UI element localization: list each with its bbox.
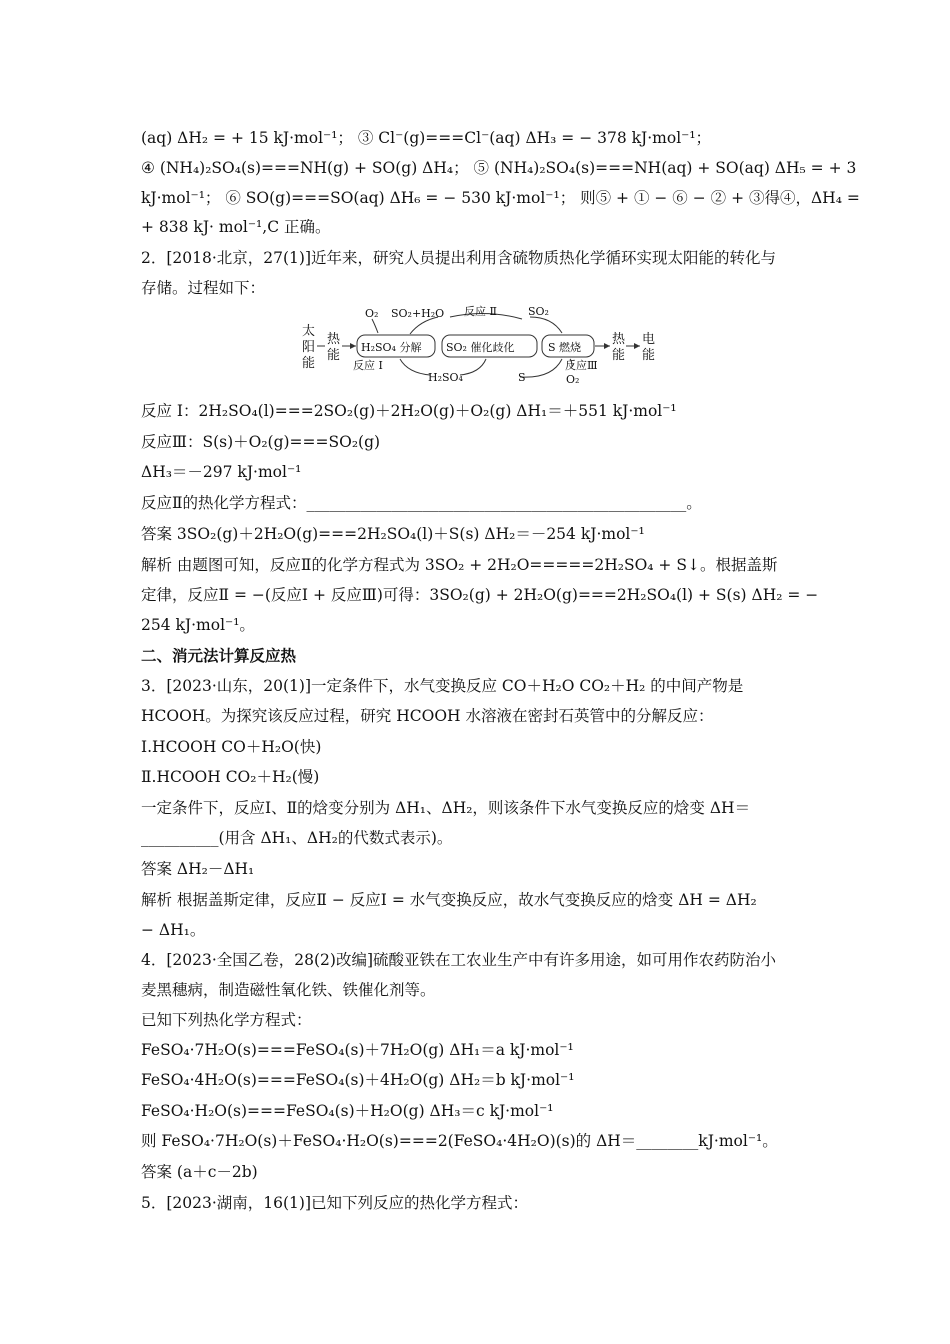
question-5-title: 5．[2023·湖南，16(1)]已知下列反应的热化学方程式： — [141, 1194, 529, 1212]
arrow — [530, 317, 562, 333]
text-line: 已知下列热化学方程式： — [141, 1011, 312, 1029]
section-heading: 二、消元法计算反应热 — [141, 646, 297, 665]
diagram-label: 反应 Ⅱ — [464, 305, 497, 318]
arrowhead — [350, 343, 356, 349]
text-line: 则 FeSO₄·7H₂O(s)＋FeSO₄·H₂O(s)===2(FeSO₄·4H₂O)(s)的 ΔH＝________kJ·mol⁻¹。 — [141, 1132, 778, 1150]
question-4-title: 4．[2023·全国乙卷，28(2)改编]硫酸亚铁在工农业生产中有许多用途，如可用作农药防治小 — [141, 951, 777, 969]
question-2-title: 2．[2018·北京，27(1)]近年来，研究人员提出利用含硫物质热化学循环实现太阳能的转化与 — [141, 249, 777, 267]
diagram-label: 能 — [302, 356, 316, 371]
text-line: ΔH₃＝－297 kJ·mol⁻¹ — [141, 463, 302, 481]
text-line: 反应Ⅱ的热化学方程式：_________________________________________________。 — [141, 494, 702, 512]
text-line: ④ (NH₄)₂SO₄(s)===NH(g) + SO(g) ΔH₄； ⑤ (NH₄)₂SO₄(s)===NH(aq) + SO(aq) ΔH₅ = + 3 — [141, 159, 857, 177]
text-line: 一定条件下，反应Ⅰ、Ⅱ的焓变分别为 ΔH₁、ΔH₂，则该条件下水气变换反应的焓变 ΔH＝ — [141, 799, 751, 817]
arrow — [400, 359, 430, 375]
text-line: (aq) ΔH₂ = + 15 kJ·mol⁻¹； ③ Cl⁻(g)===Cl⁻(aq) ΔH₃ = − 378 kJ·mol⁻¹； — [141, 129, 712, 147]
box-label: S 燃烧 — [548, 341, 582, 354]
text-line: __________(用含 ΔH₁、ΔH₂的代数式表示)。 — [141, 829, 453, 847]
answer-line: 答案 3SO₂(g)＋2H₂O(g)===2H₂SO₄(l)＋S(s) ΔH₂＝－254 kJ·mol⁻¹ — [141, 525, 645, 543]
text-line: 反应 Ⅰ：2H₂SO₄(l)===2SO₂(g)＋2H₂O(g)＋O₂(g) ΔH₁＝＋551 kJ·mol⁻¹ — [141, 402, 677, 420]
text-line: Ⅱ.HCOOH CO₂＋H₂(慢) — [141, 768, 320, 786]
question-3-title: 3．[2023·山东，20(1)]一定条件下，水气变换反应 CO＋H₂O CO₂＋H₂ 的中间产物是 — [141, 677, 744, 695]
text-line: Ⅰ.HCOOH CO＋H₂O(快) — [141, 738, 322, 756]
arrow — [460, 359, 486, 375]
answer-line: 答案 (a＋c－2b) — [141, 1163, 258, 1181]
text-line: 存储。过程如下： — [141, 279, 266, 297]
sulfur-cycle-diagram — [290, 303, 670, 393]
answer-line: 答案 ΔH₂－ΔH₁ — [141, 860, 255, 878]
diagram-label: 反应 Ⅰ — [353, 359, 383, 372]
diagram-label: 阳 — [302, 340, 316, 355]
box-label: SO₂ 催化歧化 — [446, 341, 515, 354]
analysis-line: 解析 由题图可知，反应Ⅱ的化学方程式为 3SO₂ + 2H₂O=====2H₂SO₄ + S↓。根据盖斯 — [141, 556, 778, 574]
text-line: FeSO₄·7H₂O(s)===FeSO₄(s)＋7H₂O(g) ΔH₁＝a kJ·mol⁻¹ — [141, 1041, 574, 1059]
diagram-label: SO₂ — [528, 305, 549, 318]
diagram-label: 热 — [327, 332, 341, 347]
arrow — [372, 319, 378, 333]
text-line: + 838 kJ· mol⁻¹,C 正确。 — [141, 218, 331, 236]
arrow — [520, 359, 562, 377]
diagram-label: 反应Ⅲ — [565, 359, 598, 372]
diagram-label: O₂ — [365, 307, 379, 320]
diagram-label: S — [518, 371, 526, 384]
arrowhead — [604, 343, 610, 349]
text-line: 254 kJ·mol⁻¹。 — [141, 616, 255, 634]
text-line: FeSO₄·4H₂O(s)===FeSO₄(s)＋4H₂O(g) ΔH₂＝b kJ·mol⁻¹ — [141, 1071, 575, 1089]
text-line: FeSO₄·H₂O(s)===FeSO₄(s)＋H₂O(g) ΔH₃＝c kJ·mol⁻¹ — [141, 1102, 554, 1120]
diagram-label: 电 — [642, 332, 656, 347]
text-line: 反应Ⅲ：S(s)＋O₂(g)===SO₂(g) — [141, 433, 381, 451]
diagram-label: 能 — [612, 348, 626, 363]
diagram-label: SO₂+H₂O — [391, 307, 445, 320]
text-line: kJ·mol⁻¹； ⑥ SO(g)===SO(aq) ΔH₆ = − 530 kJ·mol⁻¹； 则⑤ + ① − ⑥ − ② + ③得④，ΔH₄ = — [141, 189, 860, 207]
diagram-label: 能 — [642, 348, 656, 363]
box-label: H₂SO₄ 分解 — [361, 341, 422, 354]
text-line: HCOOH。为探究该反应过程，研究 HCOOH 水溶液在密封石英管中的分解反应： — [141, 707, 714, 725]
arrowhead — [634, 343, 640, 349]
diagram-label: 能 — [327, 348, 341, 363]
text-line: − ΔH₁。 — [141, 921, 206, 939]
text-line: 麦黑穗病，制造磁性氧化铁、铁催化剂等。 — [141, 981, 436, 999]
diagram-label: 热 — [612, 332, 626, 347]
diagram-label: H₂SO₄ — [428, 371, 463, 384]
text-line: 定律，反应Ⅱ = −(反应Ⅰ + 反应Ⅲ)可得：3SO₂(g) + 2H₂O(g)===2H₂SO₄(l) + S(s) ΔH₂ = − — [141, 586, 819, 604]
diagram-label: O₂ — [566, 373, 580, 386]
analysis-line: 解析 根据盖斯定律，反应Ⅱ − 反应Ⅰ = 水气变换反应，故水气变换反应的焓变 ΔH = ΔH₂ — [141, 891, 757, 909]
diagram-label: 太 — [302, 324, 316, 339]
